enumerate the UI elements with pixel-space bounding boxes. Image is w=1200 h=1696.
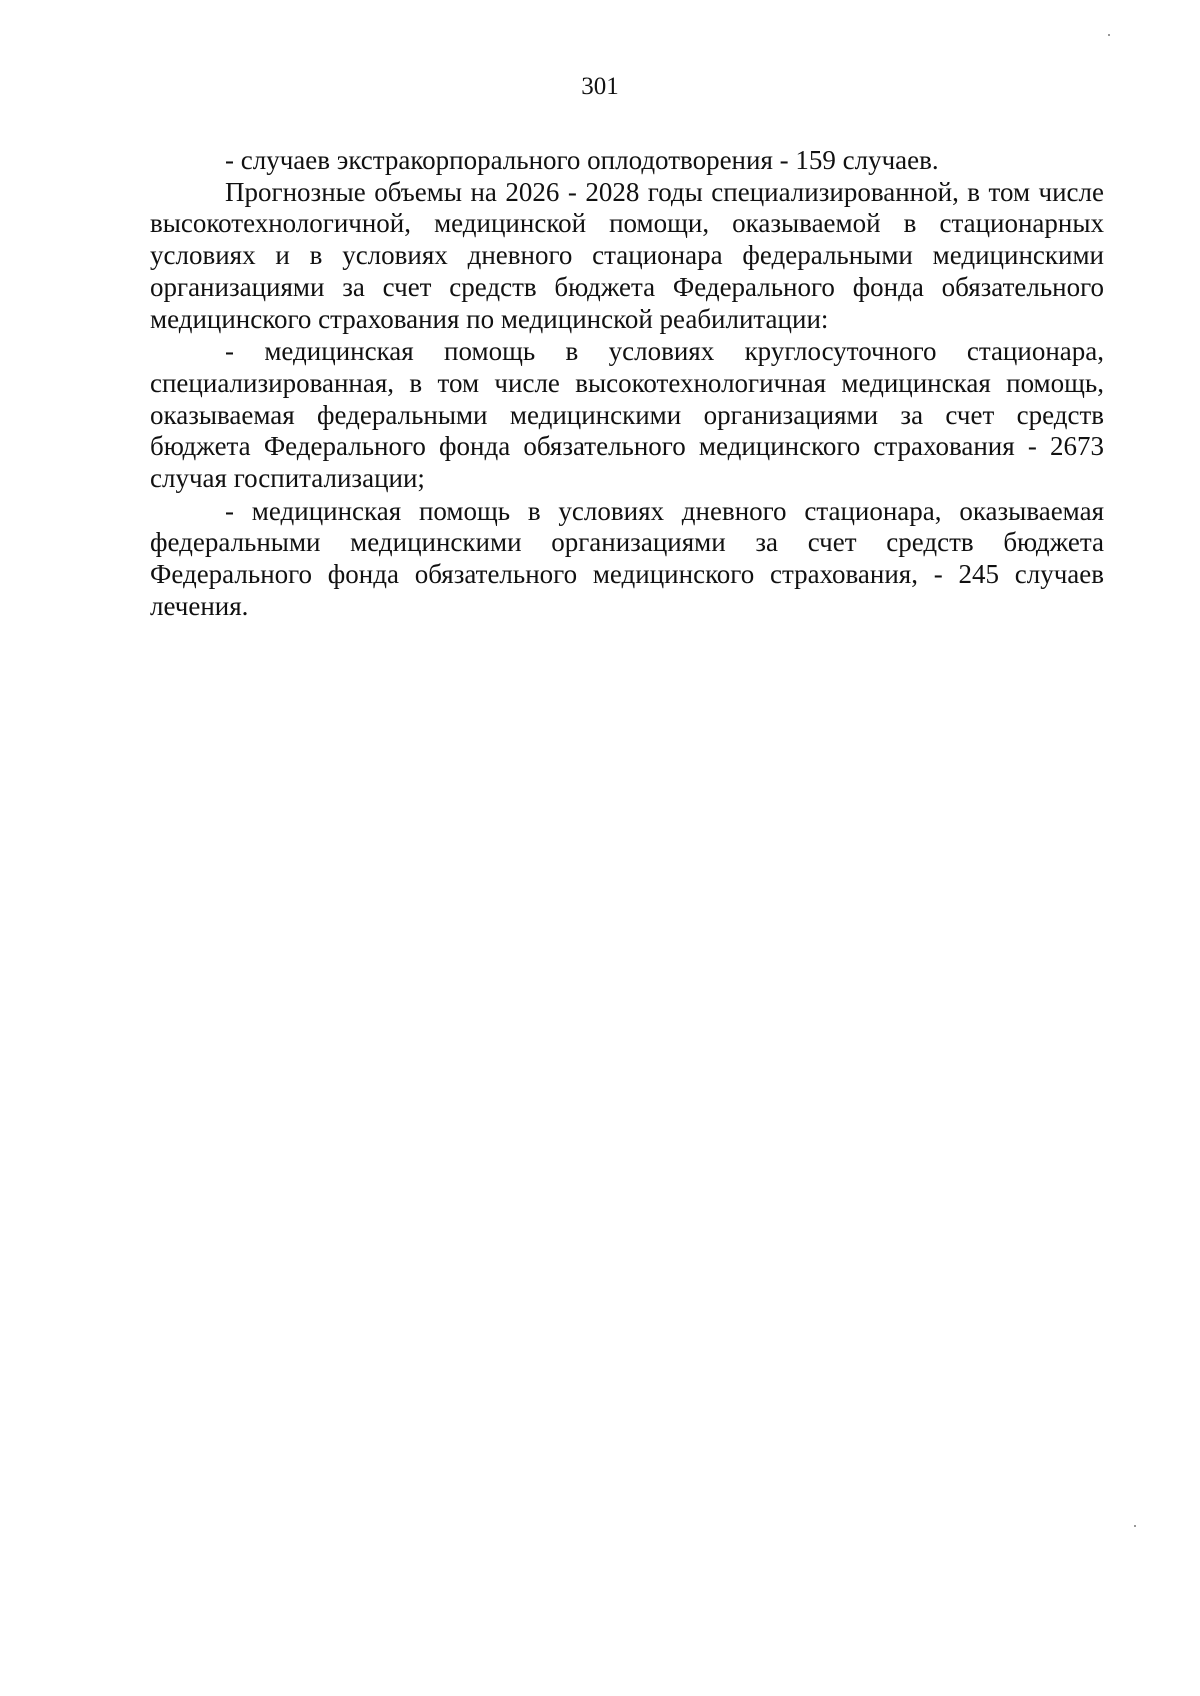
document-body (150, 145, 1104, 623)
scan-speck (1134, 1525, 1136, 1527)
page-number: 301 (581, 73, 619, 100)
paragraph-round-the-clock-hospital: - медицинская помощь в условиях круглосуточного стационара, специализированная, в том числе высокотехнологичная медицинская помощь, оказываемая федеральными медицинскими организациями за счет средств бюджета Федерального фонда обязательного медицинского страхования - 2673 случая госпитализации; (150, 336, 1104, 494)
scan-speck (1108, 34, 1110, 36)
paragraph-forecast-volumes: Прогнозные объемы на 2026 - 2028 годы специализированной, в том числе высокотехнологичной, медицинской помощи, оказываемой в стационарных условиях и в условиях дневного стационара федеральными медицинскими организациями за счет средств бюджета Федерального фонда обязательного медицинского страхования по медицинской реабилитации: (150, 176, 1104, 334)
paragraph-day-hospital: - медицинская помощь в условиях дневного стационара, оказываемая федеральными медицинскими организациями за счет средств бюджета Федерального фонда обязательного медицинского страхования, - 245 случаев лечения. (150, 495, 1104, 621)
paragraph-ivf-cases: - случаев экстракорпорального оплодотворения - 159 случаев. (225, 145, 939, 175)
